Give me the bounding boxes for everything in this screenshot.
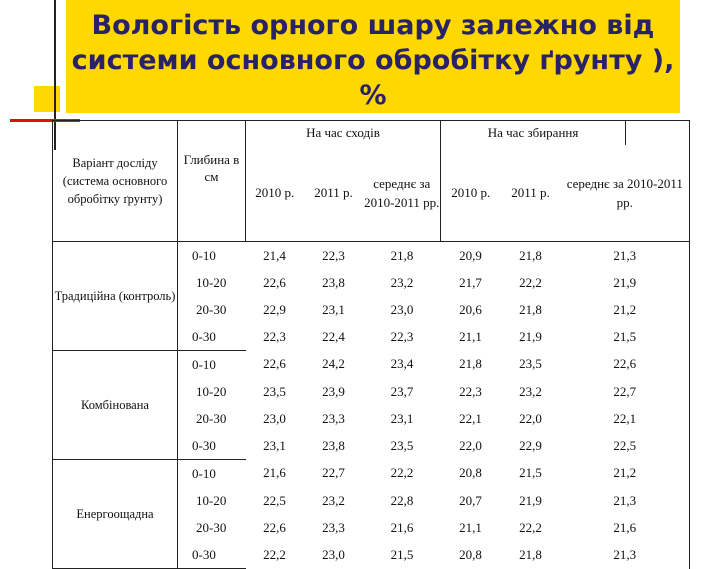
value-cell: 24,2: [322, 356, 345, 372]
depth-cell: 10-20: [196, 274, 227, 290]
table-row: [53, 351, 690, 379]
value-cell: 21,5: [519, 465, 542, 481]
value-cell: 20,7: [459, 492, 482, 508]
header-depth: Глибина в см: [178, 121, 246, 242]
depth-cell: 10-20: [196, 492, 227, 508]
value-cell: 23,5: [263, 383, 286, 399]
value-cell: 23,4: [390, 356, 414, 372]
value-cell: 21,1: [459, 328, 482, 344]
value-cell: 21,8: [519, 301, 542, 317]
value-cell: 22,0: [519, 410, 542, 426]
header-subcol: середнє за 2010-2011 рр.: [561, 145, 690, 242]
value-cell: 23,2: [322, 492, 345, 508]
value-cell: 22,3: [390, 328, 414, 344]
value-cell: 21,8: [519, 546, 542, 562]
depth-cell: 10-20: [196, 383, 227, 399]
depth-cell: 20-30: [196, 519, 227, 535]
value-cell: 22,6: [263, 274, 286, 290]
value-cell: 21,4: [263, 247, 286, 263]
value-cell: 23,3: [322, 519, 345, 535]
value-cell: 22,3: [322, 247, 345, 263]
depth-cell: 0-10: [178, 460, 246, 488]
value-cell: 22,0: [459, 437, 482, 453]
table-row: [53, 460, 690, 488]
value-cell: 21,5: [561, 323, 690, 351]
value-cell: 21,6: [561, 514, 690, 541]
value-cell: 23,0: [263, 410, 286, 426]
value-cell: 20,8: [459, 546, 482, 562]
variant-cell: Комбінована: [53, 351, 178, 460]
value-cell: 21,3: [561, 242, 690, 270]
value-cell: 21,3: [561, 541, 690, 569]
value-cell: 22,2: [519, 274, 542, 290]
depth-cell: 20-30: [196, 410, 227, 426]
value-cell: 23,7: [390, 383, 414, 399]
header-variant: Варіант досліду (система основного обробітку ґрунту): [53, 121, 178, 242]
page-title: Вологість орного шару залежно від системи основного обробітку ґрунту ), %: [71, 10, 675, 111]
value-cell: 20,6: [459, 301, 482, 317]
value-cell: 21,8: [459, 356, 482, 372]
variant-cell: Традиційна (контроль): [53, 242, 178, 351]
value-cell: 23,1: [322, 301, 345, 317]
value-cell: 21,1: [459, 519, 482, 535]
header-subcol: 2010 р.: [246, 145, 304, 242]
value-cell: 22,5: [263, 492, 286, 508]
variant-cell: Енергоощадна: [53, 460, 178, 569]
depth-cell: 0-30: [178, 541, 246, 569]
value-cell: 23,3: [322, 410, 345, 426]
header-emergence: На час сходів: [246, 121, 441, 146]
decorative-square: [34, 86, 60, 112]
header-subcol: 2010 р.: [441, 145, 501, 242]
header-harvest: На час збирання: [441, 121, 626, 146]
value-cell: 23,8: [322, 437, 345, 453]
depth-cell: 20-30: [196, 301, 227, 317]
value-cell: 21,9: [519, 328, 542, 344]
depth-cell: 0-30: [178, 432, 246, 460]
value-cell: 21,9: [519, 492, 542, 508]
value-cell: 21,6: [390, 519, 414, 535]
value-cell: 22,7: [561, 378, 690, 405]
value-cell: 23,5: [390, 437, 414, 453]
header-subcol: 2011 р.: [304, 145, 364, 242]
header-subcol: середнє за 2010-2011 рр.: [364, 145, 441, 242]
value-cell: 22,3: [263, 328, 286, 344]
value-cell: 21,5: [390, 546, 414, 562]
value-cell: 21,3: [561, 487, 690, 514]
value-cell: 20,9: [459, 247, 482, 263]
header-harvest-spill: [626, 121, 690, 146]
value-cell: 23,1: [390, 410, 414, 426]
value-cell: 23,2: [519, 383, 542, 399]
value-cell: 23,2: [390, 274, 414, 290]
value-cell: 22,9: [519, 437, 542, 453]
value-cell: 22,4: [322, 328, 345, 344]
value-cell: 21,2: [561, 296, 690, 323]
table-row: [53, 242, 690, 270]
value-cell: 22,6: [263, 519, 286, 535]
value-cell: 22,5: [561, 432, 690, 460]
value-cell: 22,9: [263, 301, 286, 317]
value-cell: 22,6: [561, 351, 690, 379]
value-cell: 22,2: [519, 519, 542, 535]
value-cell: 20,8: [459, 465, 482, 481]
value-cell: 21,8: [390, 247, 414, 263]
value-cell: 22,7: [322, 465, 345, 481]
value-cell: 21,2: [561, 460, 690, 488]
value-cell: 22,2: [390, 465, 414, 481]
value-cell: 23,0: [322, 546, 345, 562]
value-cell: 21,6: [263, 465, 286, 481]
value-cell: 22,8: [390, 492, 414, 508]
value-cell: 22,2: [263, 546, 286, 562]
value-cell: 23,5: [519, 356, 542, 372]
value-cell: 23,8: [322, 274, 345, 290]
value-cell: 23,1: [263, 437, 286, 453]
depth-cell: 0-10: [178, 351, 246, 379]
header-row-groups: [53, 121, 690, 146]
value-cell: 22,3: [459, 383, 482, 399]
header-subcol: 2011 р.: [501, 145, 561, 242]
value-cell: 21,8: [519, 247, 542, 263]
depth-cell: 0-30: [178, 323, 246, 351]
depth-cell: 0-10: [178, 242, 246, 270]
moisture-table: [52, 120, 690, 569]
value-cell: 21,9: [561, 269, 690, 296]
value-cell: 23,0: [390, 301, 414, 317]
value-cell: 22,6: [263, 356, 286, 372]
value-cell: 22,1: [459, 410, 482, 426]
value-cell: 23,9: [322, 383, 345, 399]
value-cell: 21,7: [459, 274, 482, 290]
value-cell: 22,1: [561, 405, 690, 432]
